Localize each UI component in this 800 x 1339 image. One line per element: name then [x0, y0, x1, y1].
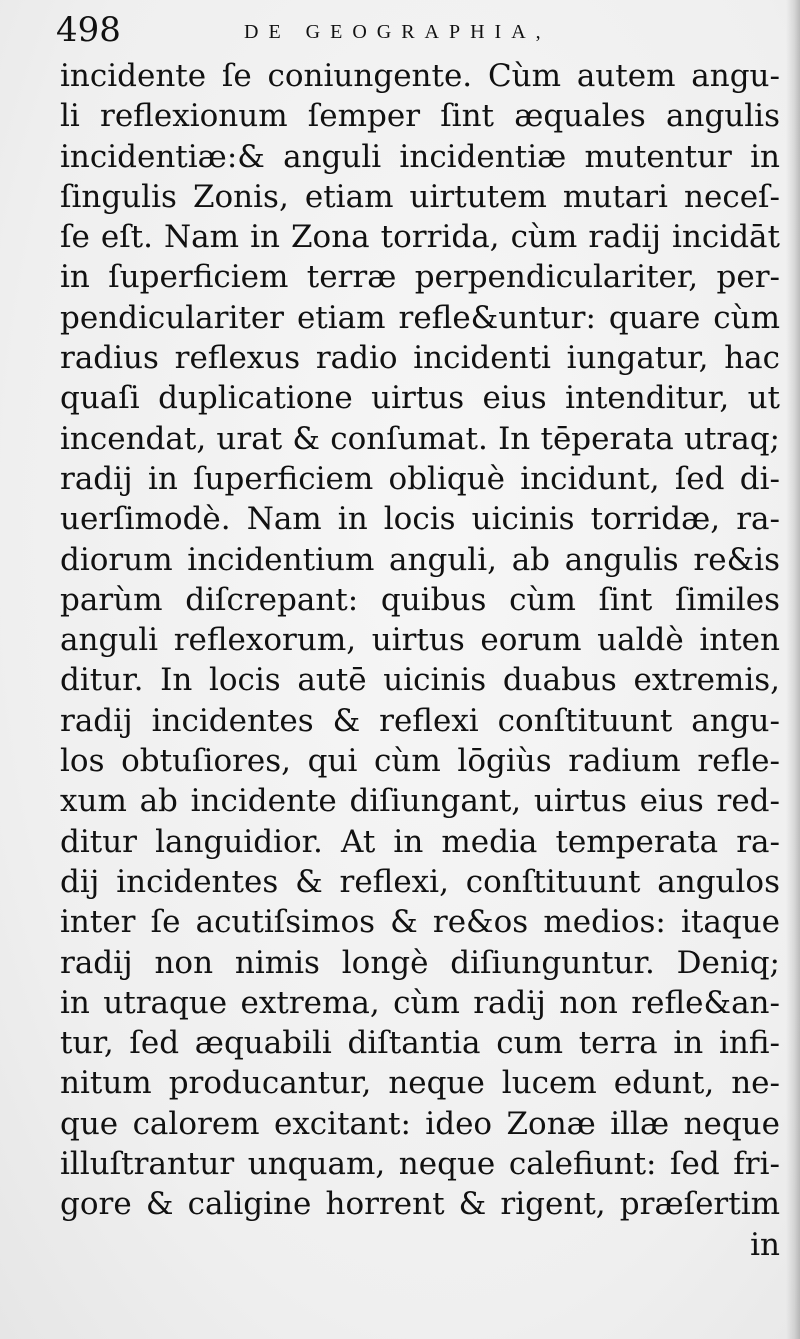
text-line: in utraque extrema, cùm radij non refle&an- — [60, 984, 780, 1021]
text-line: radij in ſuperficiem obliquè incidunt, ſed di- — [60, 460, 780, 497]
text-line: ſe eſt. Nam in Zona torrida, cùm radij incidāt — [60, 219, 780, 256]
text-line: diorum incidentium anguli, ab angulis re&is — [60, 541, 780, 578]
text-line: radius reflexus radio incidenti iungatur, hac — [60, 340, 780, 377]
text-line: parùm diſcrepant: quibus cùm ſint ſimiles — [60, 581, 780, 618]
text-line: gore & caligine horrent & rigent, præſertim — [60, 1186, 780, 1223]
text-line: in ſuperficiem terræ perpendiculariter, per- — [60, 259, 780, 296]
text-line: uerſimodè. Nam in locis uicinis torridæ, ra- — [60, 501, 780, 538]
text-line: incidente ſe coniungente. Cùm autem angu- — [60, 58, 780, 94]
text-line: li reflexionum ſemper ſint æquales angulis — [60, 98, 780, 135]
text-line: tur, ſed æquabili diſtantia cum terra in infi- — [60, 1025, 780, 1062]
body-text — [60, 56, 780, 1265]
text-line: xum ab incidente diſiungant, uirtus eius red- — [60, 783, 780, 820]
text-line: ſingulis Zonis, etiam uirtutem mutari neceſ- — [60, 178, 780, 215]
text-line: quaſi duplicatione uirtus eius intenditur, ut — [60, 380, 780, 417]
page-header — [56, 8, 616, 52]
text-line: pendiculariter etiam refle&untur: quare cùm — [60, 299, 780, 336]
text-line: inter ſe acutiſsimos & re&os medios: itaque — [60, 904, 780, 941]
running-head: DE GEOGRAPHIA, — [244, 21, 551, 43]
text-line: que calorem excitant: ideo Zonæ illæ neque — [60, 1105, 780, 1142]
text-line: ditur. In locis autē uicinis duabus extremis, — [60, 662, 780, 699]
page-edge-shadow — [786, 0, 800, 1339]
text-line: in — [750, 1226, 780, 1263]
text-line: anguli reflexorum, uirtus eorum ualdè inten — [60, 622, 780, 659]
text-line: ditur languidior. At in media temperata ra- — [60, 823, 780, 860]
text-line: incidentiæ:& anguli incidentiæ mutentur in — [60, 138, 780, 175]
text-line: los obtuſiores, qui cùm lōgiùs radium refle- — [60, 743, 780, 780]
text-line: radij non nimis longè diſiunguntur. Deniq; — [60, 944, 780, 981]
text-line: radij incidentes & reflexi conſtituunt angu- — [60, 702, 780, 739]
text-line: dij incidentes & reflexi, conſtituunt angulos — [60, 863, 780, 900]
text-line: nitum producantur, neque lucem edunt, ne- — [60, 1065, 780, 1102]
text-line: incendat, urat & conſumat. In tēperata utraq; — [60, 420, 780, 457]
text-line: illuſtrantur unquam, neque calefiunt: ſed fri- — [60, 1146, 780, 1183]
page-number: 498 — [56, 10, 121, 50]
